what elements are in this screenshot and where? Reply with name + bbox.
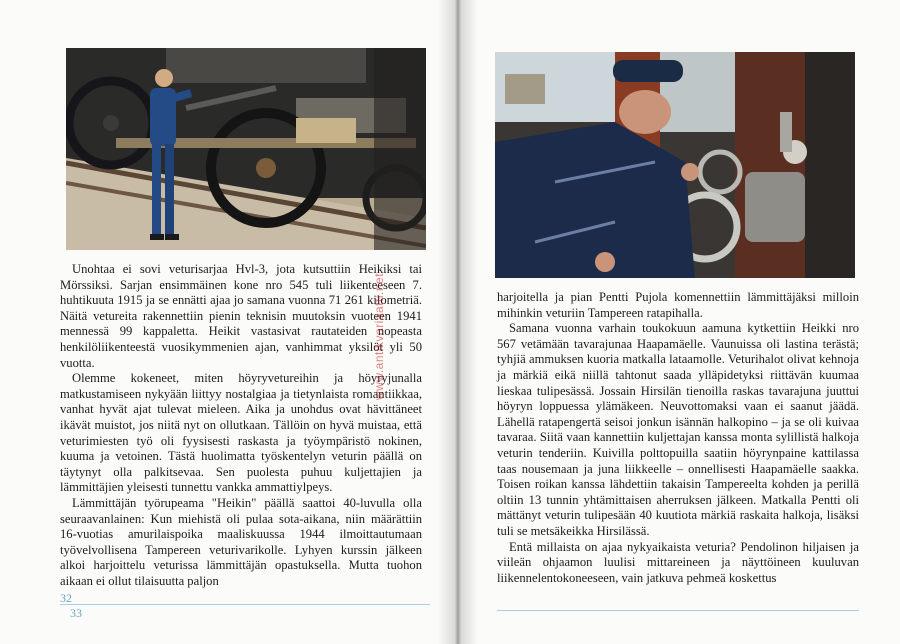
right-paragraph: Entä millaista on ajaa nykyaikaista veturia? Pendolinon hiljaisen ja viileän ohjaamon luulisi mittareineen ja näyttöineen kuuluvan liikennelentokoneeseen, vain jatkuva pehmeä koskettus [497,539,859,585]
right-paragraph: harjoitella ja pian Pentti Pujola komennettiin lämmittäjäksi milloin mihinkin veturiin Tampereen ratapihalla. [497,290,859,320]
left-page-body-text [60,262,422,589]
right-paragraph: Samana vuonna varhain toukokuun aamuna kytkettiin Heikki nro 567 vetämään tavarajunaa Haapamäelle. Vaunuissa oli lastina terästä; tyhjiä ammuksen kuoria matkalla lataamolle. Veturihalot olivat kehnoja ja märkiä eikä niillä tahtonut saada ylläpidetyksi riittävän kuumaa lieskaa tulipesässä. Jossain Hirsilän tienoilla raskas tavarajuna juuttui höyryn loppuessa ylämäkeen. Neuvottomaksi vaan ei saanut jäädä. Lähellä ratapengertä seisoi jonkun isännän halkopino – ja se oli kuivaa tavaraa. Siitä vaan kannettiin kuljettajan kanssa monta sylillistä halkoja veturin tenderiin. Kuivilla polttopuilla saatiin höyrynpaine kattilassa taas nousemaan ja juna liikkeelle – onnellisesti Haapamäelle saakka. Toisen roikan kanssa lähdettiin takaisin Tampereelta kohden ja perillä oltiin 13 tunnin yhtämittaisen aherruksen jälkeen. Matkalla Pentti oli mättänyt veturin tulipesään 40 kuutiota märkiä raskaita halkoja, lisäksi tuli se metsäkeikka Hirsilässä. [497,321,859,538]
page-number: 33 [70,606,82,620]
engineer-in-cab-photo [495,52,855,278]
page-number: 32 [60,591,72,605]
left-paragraph: Olemme kokeneet, miten höyryvetureihin ja höyryjunalla matkustamiseen nykyään liittyy nostalgiaa ja tietynlaista romantiikkaa, vanhat hyvät ajat tulevat mieleen. Aika ja unohdus ovat hävittäneet ikävät muistot, jos niitä nyt on ollutkaan. Tällöin on hyvä muistaa, että veturimiesten työ oli fyysisesti raskasta ja työympäristö nokinen, kuuma ja vetoinen. Tästä huolimatta työskentelyn veturin päällä on täytynyt olla palkitsevaa. Sen puolesta puhuu kuljettajien ja lämmittäjien yleisesti tunnettu vankka ammattiylpeys. [60,371,422,495]
book-spine [438,0,478,644]
watermark: www.antikvariaatti.net [372,272,386,400]
footer-rule-left [60,604,430,605]
footer-rule-right [497,610,859,611]
right-page-body-text [497,290,859,586]
locomotive-wheels-photo [66,48,426,250]
left-paragraph: Unohtaa ei sovi veturisarjaa Hvl-3, jota kutsuttiin Heikiksi tai Mörssiksi. Sarjan ensimmäinen kone nro 545 tuli liikenteeseen 7. huhtikuuta 1915 ja se ennätti ajaa jo samana vuonna 71 261 kilometriä. Näitä vetureita rakennettiin pienin teknisin muutoksin vuoteen 1941 mennessä 99 kappaletta. Heikit vastasivat rautateiden nopeasta henkilöliikenteestä vuosikymmenien ajan, vanhimmat yksilöt yli 50 vuotta. [60,262,422,370]
left-paragraph: Lämmittäjän työrupeama "Heikin" päällä saattoi 40-luvulla olla seuraavanlainen: Kun miehistä oli pulaa sota-aikana, niin määrättiin 16-vuotias amurilaispoika maaliskuussa 1944 ilmoittautumaan työvelvollisena Tampereen veturivarikolle. Lyhyen kurssin jälkeen alkoi harjoittelu veturissa lämmittäjän opastuksella. Mutta tuohon aikaan ei ollut tilaisuutta paljon [60,495,422,588]
